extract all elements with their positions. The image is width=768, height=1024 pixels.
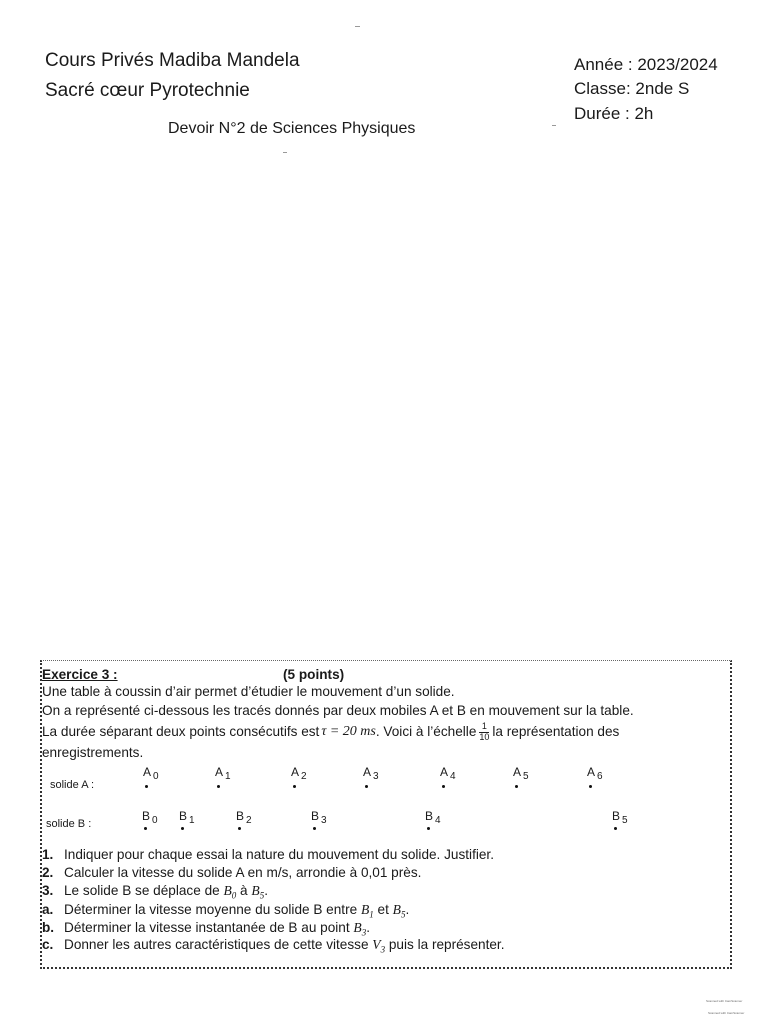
solid-b-label-2: B $_2$ xyxy=(236,809,252,826)
scale-fraction xyxy=(479,722,489,742)
solid-b-label-3: B $_3$ xyxy=(311,809,327,826)
question-number: 1. xyxy=(42,847,54,862)
scanner-watermark-2: Scanned with CamScanner xyxy=(708,1011,745,1015)
school-year: Année : 2023/2024 xyxy=(574,55,718,74)
question-2 xyxy=(42,884,268,901)
solid-b-point-5 xyxy=(614,827,617,830)
question-0 xyxy=(42,848,494,862)
question-3 xyxy=(42,903,409,920)
exercise-number: Exercice 3 : xyxy=(42,667,118,682)
solid-a-point-3 xyxy=(365,785,368,788)
solid-a-point-4 xyxy=(442,785,445,788)
school-name: Cours Privés Madiba Mandela xyxy=(45,50,300,71)
scan-speck xyxy=(355,26,360,27)
exercise-line-2: On a représenté ci-dessous les tracés donnés par deux mobiles A et B en mouvement sur la table. xyxy=(42,703,634,718)
scanner-watermark-1: Scanned with CamScanner xyxy=(706,999,743,1003)
question-4 xyxy=(42,921,370,938)
exercise-title xyxy=(42,668,118,682)
solid-b-label-5: B $_5$ xyxy=(612,809,628,826)
scale-numerator: 1 xyxy=(479,722,489,732)
solid-a-point-0 xyxy=(145,785,148,788)
exercise-line-3 xyxy=(42,721,619,743)
solid-a-label-2: A $_2$ xyxy=(291,765,307,782)
solid-b-point-1 xyxy=(181,827,184,830)
question-text: Indiquer pour chaque essai la nature du mouvement du solide. Justifier. xyxy=(64,847,494,862)
exercise-line-4: enregistrements. xyxy=(42,745,144,760)
exercise-line-1: Une table à coussin d’air permet d’étudier le mouvement d’un solide. xyxy=(42,684,455,699)
line3-part-a: La durée séparant deux points consécutifs est xyxy=(42,724,320,740)
question-number: 2. xyxy=(42,865,54,880)
solid-a-point-5 xyxy=(515,785,518,788)
solid-a-label-1: A $_1$ xyxy=(215,765,231,782)
solid-a-point-1 xyxy=(217,785,220,788)
line3-part-b: . Voici à l’échelle xyxy=(375,724,477,740)
scale-denominator: 10 xyxy=(479,731,490,742)
tau-formula: τ = 20 ms xyxy=(321,724,376,739)
solid-b-point-4 xyxy=(427,827,430,830)
solid-a-point-6 xyxy=(589,785,592,788)
question-text: Déterminer la vitesse instantanée de B au point $B_3$. xyxy=(64,920,371,938)
question-5 xyxy=(42,938,504,955)
question-number: b. xyxy=(42,920,55,935)
solid-a-label-5: A $_5$ xyxy=(513,765,529,782)
school-location: Sacré cœur Pyrotechnie xyxy=(45,80,250,101)
question-number: 3. xyxy=(42,883,54,898)
solid-a-label-3: A $_3$ xyxy=(363,765,379,782)
question-text: Donner les autres caractéristiques de cette vitesse $V_3$ puis la représenter. xyxy=(64,937,505,955)
solid-b-label-0: B $_0$ xyxy=(142,809,158,826)
solid-b-point-3 xyxy=(313,827,316,830)
question-number: c. xyxy=(42,937,54,952)
solid-a-label: solide A : xyxy=(50,779,95,791)
solid-b-label-1: B $_1$ xyxy=(179,809,195,826)
solid-b-point-0 xyxy=(144,827,147,830)
line3-part-c: la représentation des xyxy=(492,724,620,740)
page-title: Devoir N°2 de Sciences Physiques xyxy=(168,120,416,137)
solid-a-label-0: A $_0$ xyxy=(143,765,159,782)
question-number: a. xyxy=(42,902,54,917)
solid-b-point-2 xyxy=(238,827,241,830)
solid-a-label-6: A $_6$ xyxy=(587,765,603,782)
question-1 xyxy=(42,866,421,880)
solid-a-point-2 xyxy=(293,785,296,788)
question-text: Déterminer la vitesse moyenne du solide B entre $B_1$ et $B_5$. xyxy=(64,902,410,920)
solid-b-label: solide B : xyxy=(46,818,92,830)
question-text: Calculer la vitesse du solide A en m/s, arrondie à 0,01 près. xyxy=(64,865,422,880)
scan-speck xyxy=(552,125,556,126)
solid-b-label-4: B $_4$ xyxy=(425,809,441,826)
scan-speck xyxy=(283,152,287,153)
class-level: Classe: 2nde S xyxy=(574,79,690,98)
exam-duration: Durée : 2h xyxy=(574,104,654,123)
exercise-points: (5 points) xyxy=(283,667,345,682)
solid-a-label-4: A $_4$ xyxy=(440,765,456,782)
question-text: Le solide B se déplace de $B_0$ à $B_5$. xyxy=(64,883,268,901)
